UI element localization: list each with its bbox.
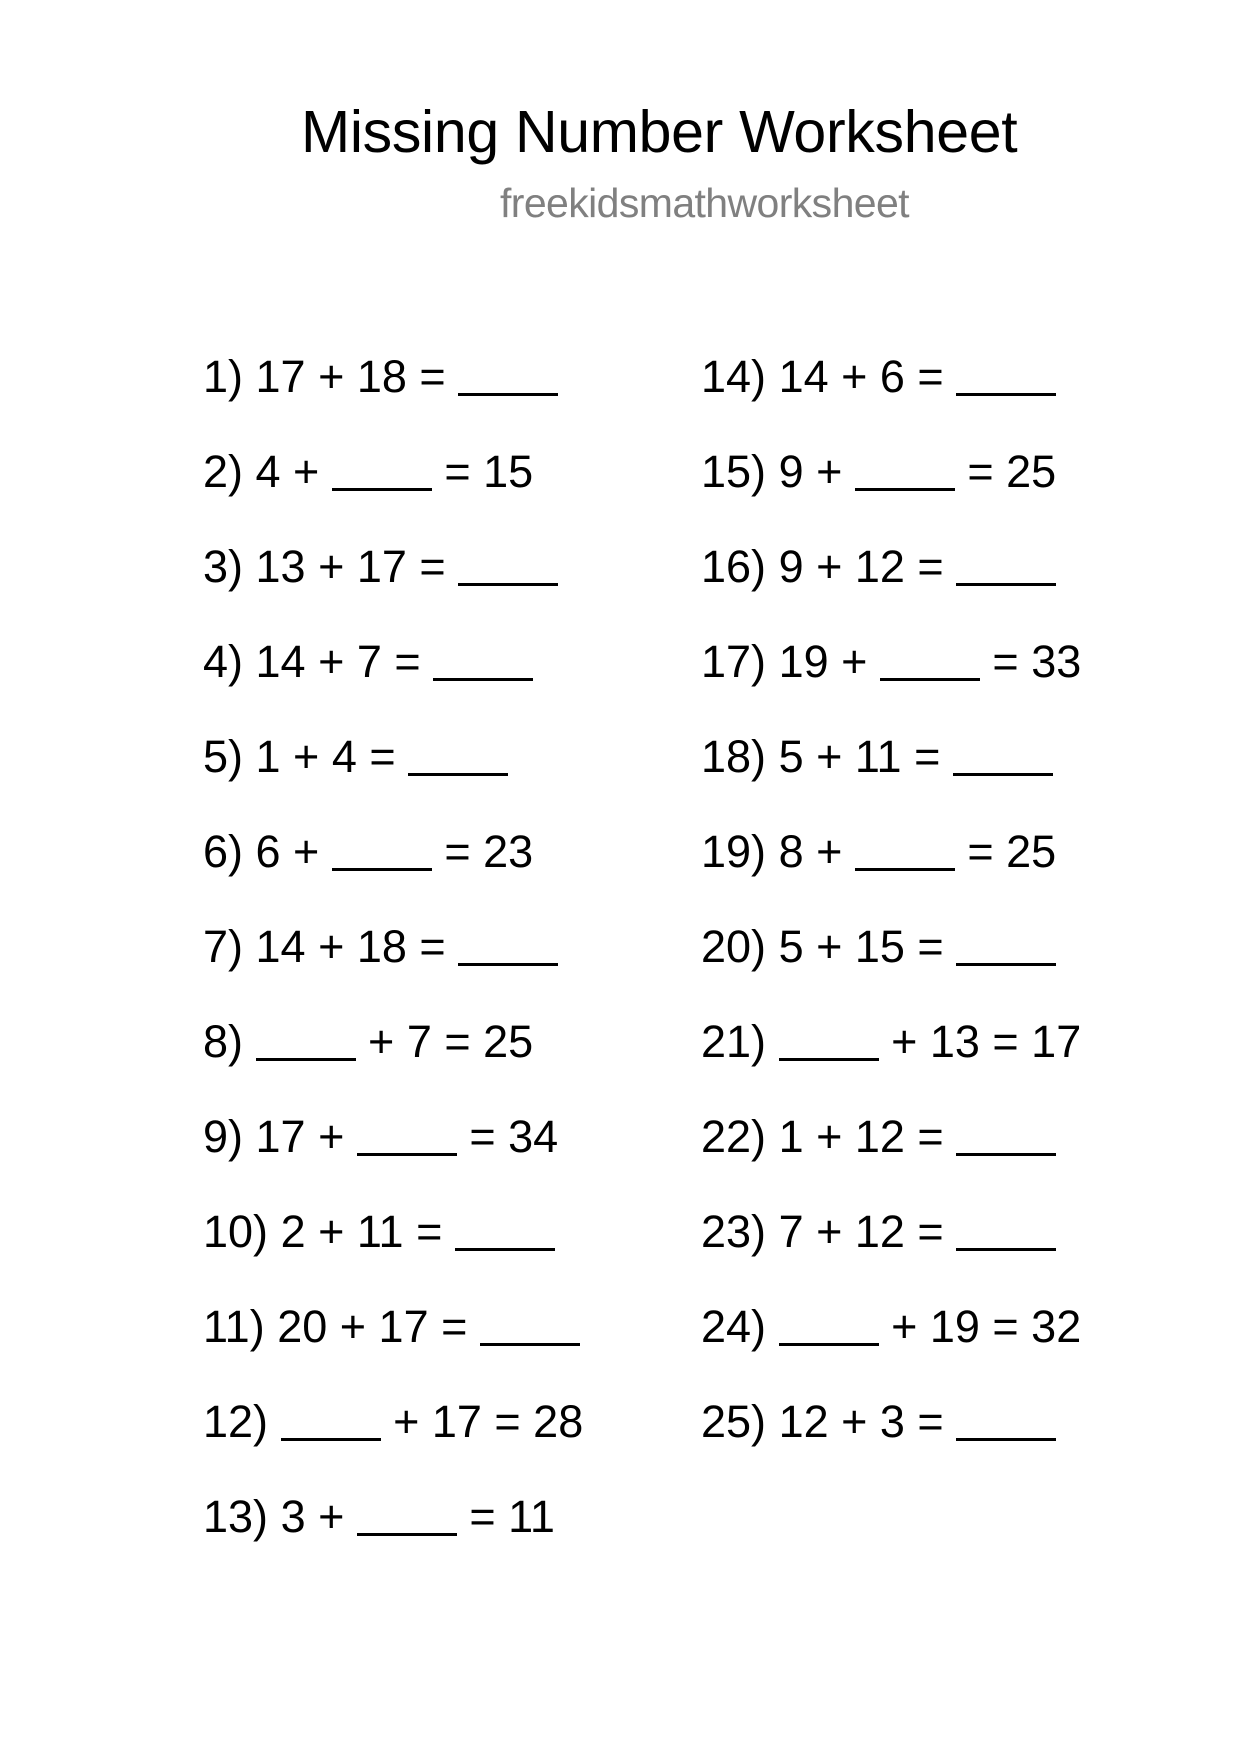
answer-blank[interactable] [332,488,432,491]
answer-blank[interactable] [256,1058,356,1061]
problem-item [203,352,558,402]
page-subtitle: freekidsmathworksheet [500,180,909,226]
problem-item [701,542,1056,592]
answer-blank[interactable] [956,1153,1056,1156]
problem-expression-before: 14 + 6 = [778,351,957,402]
answer-blank[interactable] [357,1533,457,1536]
problem-number: 14) [701,351,767,402]
problem-item [203,1017,533,1067]
answer-blank[interactable] [956,1248,1056,1251]
problem-item [701,1397,1056,1447]
problem-item [701,447,1056,497]
problem-expression-before: 14 + 7 = [255,636,434,687]
problem-number: 1) [203,351,244,402]
problem-expression-before: 17 + 18 = [255,351,459,402]
problem-expression-before: 20 + 17 = [277,1301,480,1352]
problem-expression-before: 3 + [280,1491,357,1542]
problem-expression-before: 8 + [778,826,855,877]
problem-expression-before: 13 + 17 = [255,541,459,592]
problem-expression-before: 5 + 15 = [778,921,957,972]
problem-expression-before: 7 + 12 = [778,1206,957,1257]
problem-number: 5) [203,731,244,782]
answer-blank[interactable] [855,868,955,871]
answer-blank[interactable] [779,1058,879,1061]
problem-expression-before: 5 + 11 = [778,731,953,782]
problem-expression-after: = 25 [954,826,1057,877]
answer-blank[interactable] [458,393,558,396]
answer-blank[interactable] [332,868,432,871]
answer-blank[interactable] [956,583,1056,586]
answer-blank[interactable] [880,678,980,681]
problem-expression-after: = 23 [431,826,534,877]
problem-number: 8) [203,1016,244,1067]
problem-expression-before: 17 + [255,1111,357,1162]
problem-expression-after: + 13 = 17 [878,1016,1082,1067]
problem-item [701,827,1056,877]
problem-expression-before: 9 + 12 = [778,541,957,592]
problem-item [701,1112,1056,1162]
problem-item [701,922,1056,972]
problem-expression-before: 19 + [778,636,880,687]
problem-expression-after: = 25 [954,446,1057,497]
problem-item [701,352,1056,402]
problem-expression-after: = 15 [431,446,534,497]
answer-blank[interactable] [458,963,558,966]
problem-item [701,637,1081,687]
problem-item [701,1017,1081,1067]
problem-number: 23) [701,1206,767,1257]
problem-item [203,1112,558,1162]
problem-number: 20) [701,921,767,972]
answer-blank[interactable] [408,773,508,776]
problem-item [203,1492,555,1542]
problem-number: 18) [701,731,767,782]
problem-number: 10) [203,1206,269,1257]
problem-expression-after: + 17 = 28 [380,1396,584,1447]
problem-expression-after: + 19 = 32 [878,1301,1082,1352]
problem-number: 7) [203,921,244,972]
problem-item [203,1207,555,1257]
page-title: Missing Number Worksheet [301,99,1018,165]
problem-item [701,1302,1081,1352]
answer-blank[interactable] [433,678,533,681]
answer-blank[interactable] [956,1438,1056,1441]
problem-number: 21) [701,1016,767,1067]
answer-blank[interactable] [455,1248,555,1251]
problem-expression-before: 6 + [255,826,332,877]
problem-number: 2) [203,446,244,497]
problem-item [203,827,533,877]
problem-expression-before: 12 + 3 = [778,1396,957,1447]
problem-number: 13) [203,1491,269,1542]
problem-expression-before: 1 + 12 = [778,1111,957,1162]
problem-number: 12) [203,1396,269,1447]
problem-item [203,637,533,687]
problem-item [203,1397,583,1447]
answer-blank[interactable] [956,393,1056,396]
answer-blank[interactable] [779,1343,879,1346]
problem-item [203,922,558,972]
problem-expression-after: = 34 [456,1111,559,1162]
problem-number: 16) [701,541,767,592]
problem-item [203,542,558,592]
problem-expression-before: 2 + 11 = [280,1206,455,1257]
problem-number: 4) [203,636,244,687]
answer-blank[interactable] [956,963,1056,966]
problem-expression-before: 9 + [778,446,855,497]
answer-blank[interactable] [953,773,1053,776]
problem-expression-after: + 7 = 25 [355,1016,534,1067]
problem-number: 6) [203,826,244,877]
problem-number: 11) [203,1301,265,1352]
answer-blank[interactable] [458,583,558,586]
problem-expression-before: 14 + 18 = [255,921,459,972]
problem-item [701,732,1053,782]
answer-blank[interactable] [480,1343,580,1346]
answer-blank[interactable] [855,488,955,491]
problem-item [701,1207,1056,1257]
problem-expression-before: 4 + [255,446,332,497]
problem-number: 15) [701,446,767,497]
problem-number: 22) [701,1111,767,1162]
answer-blank[interactable] [357,1153,457,1156]
problem-number: 9) [203,1111,244,1162]
problem-expression-after: = 33 [979,636,1082,687]
problem-number: 24) [701,1301,767,1352]
problem-number: 17) [701,636,767,687]
problem-number: 3) [203,541,244,592]
problem-item [203,447,533,497]
problem-item [203,1302,580,1352]
problem-expression-before: 1 + 4 = [255,731,409,782]
problem-item [203,732,508,782]
problem-number: 19) [701,826,767,877]
answer-blank[interactable] [281,1438,381,1441]
problem-number: 25) [701,1396,767,1447]
problem-expression-after: = 11 [456,1491,555,1542]
